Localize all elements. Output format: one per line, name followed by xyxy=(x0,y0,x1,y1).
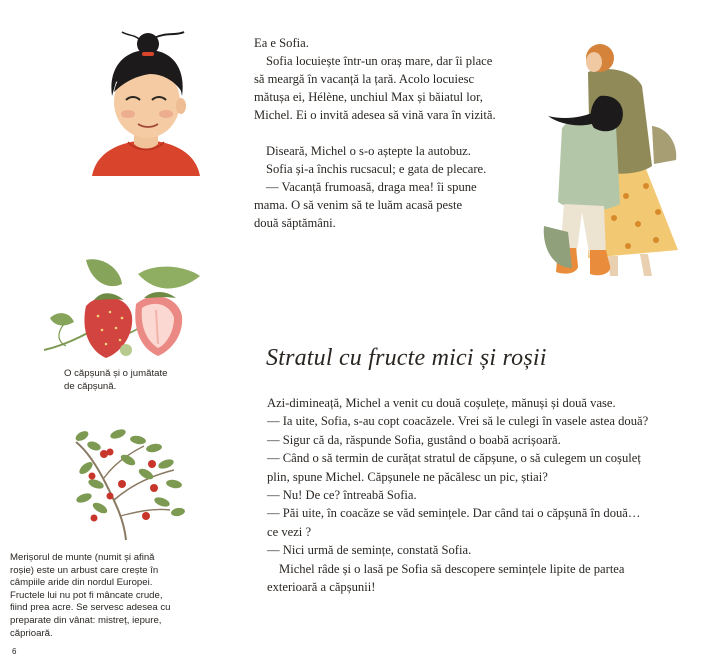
story-line: Azi-dimineață, Michel a venit cu două coșulețe, mănuși și două vase. xyxy=(267,396,616,410)
story-line: — Ia uite, Sofia, s-au copt coacăzele. Vrei să le culegi în vasele astea două? xyxy=(267,414,649,429)
caption-line: Merișorul de munte (numit și afină xyxy=(10,552,155,563)
intro-line: Sofia și-a închis rucsacul; e gata de plecare. xyxy=(266,162,487,176)
story-line: — Când o să termin de curățat stratul de căpșune, o să culegem un coșuleț xyxy=(267,451,641,466)
intro-line: Michel. Ei o invită adesea să vină vara în vizită. xyxy=(254,108,496,122)
intro-line: să meargă în vacanță la țară. Acolo locuiesc xyxy=(254,72,475,86)
intro-line: mama. O să venim să te luăm acasă peste xyxy=(254,198,463,212)
caption-line: câmpiile aride din nordul Europei. xyxy=(10,577,153,589)
intro-line: — Vacanță frumoasă, draga mea! îi spune xyxy=(266,180,477,194)
intro-line: Diseară, Michel o s-o aștepte la autobuz. xyxy=(266,144,471,158)
story-line: — Nici urmă de semințe, constată Sofia. xyxy=(267,543,472,558)
strawberry-illustration xyxy=(40,254,206,364)
intro-line: Ea e Sofia. xyxy=(254,36,309,50)
intro-line: două săptămâni. xyxy=(254,216,336,230)
intro-text xyxy=(254,34,554,232)
intro-line: Sofia locuiește într-un oraș mare, dar îi place xyxy=(266,54,493,68)
story-line: — Păi uite, în coacăze se văd semințele. Dar când tai o căpșună în două… xyxy=(267,506,641,521)
bilberry-caption xyxy=(10,552,171,640)
caption-line: Fructele lui nu pot fi mâncate crude, xyxy=(10,589,163,601)
section-title: Stratul cu fructe mici și roșii xyxy=(266,345,547,371)
caption-line: roșie) este un arbust care crește în xyxy=(10,564,159,576)
story-line: Michel râde și o lasă pe Sofia să descopere semințele lipite de partea xyxy=(279,561,625,576)
strawberry-caption xyxy=(64,368,167,393)
caption-line: fiind prea acre. Se servesc adesea cu xyxy=(10,602,171,614)
bilberry-branch-illustration xyxy=(66,424,188,542)
story-line: exterioară a căpșunii! xyxy=(267,580,376,595)
caption-line: O căpșună și o jumătate xyxy=(64,368,168,379)
story-line: plin, spune Michel. Căpșunele ne păcălesc un pic, știai? xyxy=(267,469,548,484)
story-text xyxy=(267,394,667,596)
story-line: — Nu! De ce? întreabă Sofia. xyxy=(267,488,417,503)
caption-line: preparate din vânat: mistreț, iepure, xyxy=(10,614,162,626)
caption-line: de căpșună. xyxy=(64,380,117,392)
girl-portrait-illustration xyxy=(88,30,206,180)
intro-line: mătușa ei, Hélène, unchiul Max și băiatul lor, xyxy=(254,90,483,104)
story-line: ce vezi ? xyxy=(267,524,312,539)
story-line: — Sigur că da, răspunde Sofia, gustând o boabă acrișoară. xyxy=(267,432,561,447)
hug-illustration xyxy=(528,36,696,280)
page-number: 6 xyxy=(12,647,17,656)
caption-line: căprioară. xyxy=(10,627,53,639)
